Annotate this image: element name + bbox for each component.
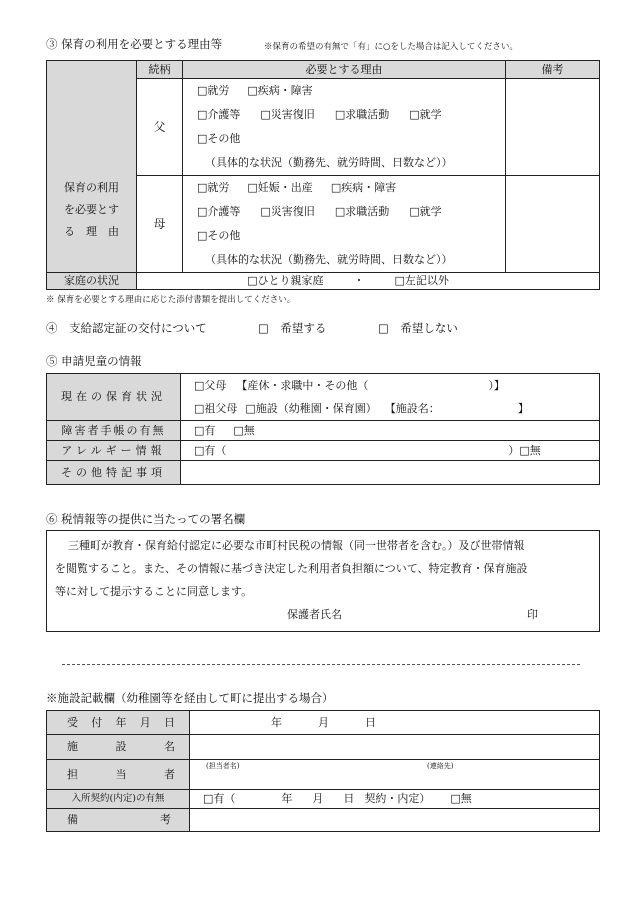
contract-yes-checkbox[interactable]: □有（	[203, 792, 236, 806]
father-work-checkbox[interactable]: □就労	[197, 84, 230, 97]
reason-row-label	[47, 61, 137, 273]
reason-table	[46, 60, 600, 290]
allergy-no-checkbox[interactable]: ）□無	[508, 443, 541, 457]
grandparents-checkbox[interactable]: □祖父母	[194, 402, 238, 415]
father-reasons	[183, 79, 506, 176]
care-status-label: 現在の保育状況	[47, 374, 181, 421]
disability-yes-checkbox[interactable]: □有	[194, 423, 216, 437]
contract-month: 月	[312, 792, 324, 806]
receipt-date-text: 受 付 年 月 日	[67, 715, 175, 729]
child-info-table	[46, 373, 600, 485]
facility-name-close: 】	[517, 402, 529, 415]
facility-table	[46, 710, 600, 832]
father-disaster-checkbox[interactable]: □災害復旧	[260, 108, 315, 121]
contract-day: 日	[343, 792, 355, 806]
consent-line3: 等に対して提示することに同意します。	[55, 585, 253, 598]
staff-name-sublabel: (担当者名)	[206, 762, 240, 770]
facility-section-title: ※施設記載欄（幼稚園等を経由して町に提出する場合）	[46, 691, 334, 705]
seal-mark: 印	[527, 608, 538, 621]
parents-detail: 【産休・求職中・その他（	[236, 379, 369, 392]
month-label: 月	[318, 715, 329, 729]
consent-line1: 三種町が教育・保育給付認定に必要な市町村民税の情報（同一世帯者を含む。）及び世帯情報	[68, 539, 525, 552]
section3-title: ③ 保育の利用を必要とする理由等	[46, 37, 223, 51]
staff-value[interactable]	[190, 760, 600, 790]
consent-box	[46, 530, 600, 632]
year-label: 年	[271, 715, 282, 729]
mother-work-checkbox[interactable]: □就労	[197, 181, 230, 194]
receipt-date-label	[47, 711, 190, 735]
facility-remarks-label: 備 考	[47, 809, 190, 832]
mother-detail: （具体的な状況（勤務先、就労時間、日数など））	[205, 253, 453, 266]
section3-note: ※保育の希望の有無で「有」に○をした場合は記入してください。	[264, 42, 518, 52]
contract-type: 契約・内定）	[364, 792, 431, 806]
cut-line	[62, 664, 580, 665]
contract-label: 入所契約(内定)の有無	[47, 790, 190, 809]
disability-no-checkbox[interactable]: □無	[233, 423, 255, 437]
staff-label: 担 当 者	[47, 760, 190, 790]
reason-label-line1: 保育の利用	[64, 181, 119, 194]
contract-no-checkbox[interactable]: □無	[450, 792, 472, 806]
father-illness-checkbox[interactable]: □疾病・障害	[247, 84, 313, 97]
col-reason: 必要とする理由	[183, 61, 506, 79]
special-notes-field[interactable]	[181, 461, 600, 485]
mother-pregnancy-checkbox[interactable]: □妊娠・出産	[247, 181, 313, 194]
reason-label-line2: を必要とす	[64, 203, 119, 216]
father-other-checkbox[interactable]: □その他	[197, 132, 241, 145]
guardian-name-label: 保護者氏名	[287, 608, 342, 621]
section5-title: ⑤ 申請児童の情報	[46, 354, 142, 368]
disability-label: 障害者手帳の有無	[47, 421, 181, 441]
facility-checkbox[interactable]: □施設（幼稚園・保育園）	[245, 402, 377, 415]
allergy-label: アレルギー情報	[47, 441, 181, 461]
mother-remarks[interactable]	[506, 176, 600, 273]
father-remarks[interactable]	[506, 79, 600, 176]
certificate-want-checkbox[interactable]: □ 希望する	[258, 321, 327, 335]
allergy-yes-checkbox[interactable]: □有（	[194, 443, 227, 457]
mother-disaster-checkbox[interactable]: □災害復旧	[260, 205, 315, 218]
father-care-checkbox[interactable]: □介護等	[197, 108, 241, 121]
other-family-checkbox[interactable]: □左記以外	[394, 274, 449, 288]
father-detail: （具体的な状況（勤務先、就労時間、日数など））	[205, 156, 453, 169]
contract-value	[190, 790, 600, 809]
mother-study-checkbox[interactable]: □就学	[409, 205, 442, 218]
facility-name-label: 【施設名：	[384, 402, 440, 415]
reason-label-line3: る 理 由	[64, 225, 119, 238]
contact-sublabel: (連絡先)	[427, 762, 454, 770]
allergy-value	[181, 441, 600, 461]
family-separator: ・	[353, 274, 365, 288]
mother-reasons	[183, 176, 506, 273]
contract-year: 年	[281, 792, 293, 806]
care-status-value	[181, 374, 600, 421]
facility-name-row-label: 施 設 名	[47, 735, 190, 760]
section4-title: ④ 支給認定証の交付について	[46, 321, 207, 335]
section6-title: ⑥ 税情報等の提供に当たっての署名欄	[46, 512, 246, 526]
mother-jobsearch-checkbox[interactable]: □求職活動	[334, 205, 390, 218]
receipt-date-value[interactable]	[190, 711, 600, 735]
single-parent-checkbox[interactable]: □ひとり親家庭	[247, 274, 324, 288]
father-label: 父	[137, 79, 183, 176]
family-label: 家庭の状況	[47, 273, 137, 290]
mother-label: 母	[137, 176, 183, 273]
special-notes-label: その他特記事項	[47, 461, 181, 485]
father-study-checkbox[interactable]: □就学	[409, 108, 442, 121]
day-label: 日	[365, 715, 376, 729]
facility-remarks-value[interactable]	[190, 809, 600, 832]
father-jobsearch-checkbox[interactable]: □求職活動	[334, 108, 390, 121]
parents-detail-close: ）】	[488, 379, 505, 392]
col-remarks: 備考	[506, 61, 600, 79]
facility-name-value[interactable]	[190, 735, 600, 760]
mother-other-checkbox[interactable]: □その他	[197, 229, 241, 242]
mother-care-checkbox[interactable]: □介護等	[197, 205, 241, 218]
section3-footnote: ※ 保育を必要とする理由に応じた添付書類を提出してください。	[46, 295, 296, 305]
family-status	[137, 273, 600, 290]
disability-value	[181, 421, 600, 441]
guardian-name-field[interactable]	[381, 605, 521, 623]
parents-checkbox[interactable]: □父母	[194, 379, 227, 392]
consent-line2: を閲覧すること。また、その情報に基づき決定した利用者負担額について、特定教育・保育施設	[55, 562, 528, 575]
col-relationship: 続柄	[137, 61, 183, 79]
certificate-notwant-checkbox[interactable]: □ 希望しない	[378, 321, 458, 335]
mother-illness-checkbox[interactable]: □疾病・障害	[330, 181, 397, 194]
